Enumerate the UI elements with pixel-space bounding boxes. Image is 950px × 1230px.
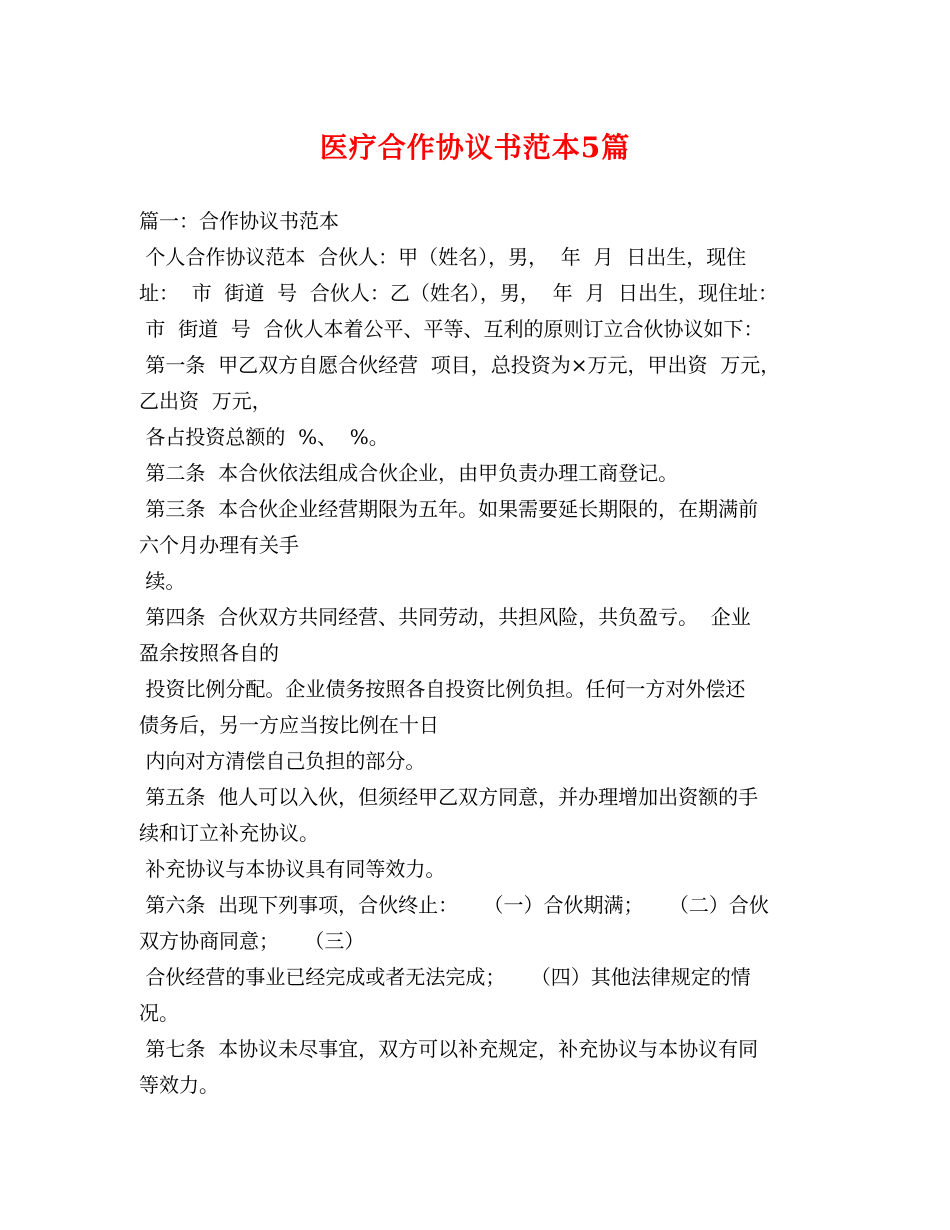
text-line: 补充协议与本协议具有同等效力。 [139,857,446,881]
text-line: 第一条 甲乙双方自愿合伙经营 项目，总投资为×万元，甲出资 万元， [139,353,781,377]
text-line: 第三条 本合伙企业经营期限为五年。如果需要延长期限的，在期满前 [139,497,759,521]
text-line: 各占投资总额的 %、 %。 [139,425,389,449]
text-line: 六个月办理有关手 [139,533,299,557]
text-line: 续。 [139,569,186,593]
text-line: 内向对方清偿自己负担的部分。 [139,749,426,773]
text-line: 乙出资 万元， [139,389,272,413]
text-line: 合伙经营的事业已经完成或者无法完成； （四）其他法律规定的情 [139,965,751,989]
text-line: 第二条 本合伙依法组成合伙企业，由甲负责办理工商登记。 [139,461,679,485]
text-line: 址： 市 街道 号 合伙人：乙（姓名），男， 年 月 日出生，现住址： [139,281,779,305]
text-line: 第六条 出现下列事项，合伙终止： （一）合伙期满； （二）合伙 [139,893,769,917]
document-title: 医疗合作协议书范本5篇 [319,131,631,164]
text-line: 市 街道 号 合伙人本着公平、平等、互利的原则订立合伙协议如下： [139,317,764,341]
text-line: 篇一：合作协议书范本 [139,209,339,233]
text-line: 续和订立补充协议。 [139,821,319,845]
text-line: 盈余按照各自的 [139,641,279,665]
text-line: 双方协商同意； （三） [139,929,365,953]
text-line: 第五条 他人可以入伙，但须经甲乙双方同意，并办理增加出资额的手 [139,785,759,809]
text-line: 投资比例分配。企业债务按照各自投资比例负担。任何一方对外偿还 [139,677,746,701]
document-body [139,203,815,1103]
text-line: 况。 [139,1001,179,1025]
text-line: 个人合作协议范本 合伙人：甲（姓名），男， 年 月 日出生，现住 [139,245,747,269]
text-line: 债务后，另一方应当按比例在十日 [139,713,439,737]
text-line: 第七条 本协议未尽事宜，双方可以补充规定，补充协议与本协议有同 [139,1037,759,1061]
text-line: 第四条 合伙双方共同经营、共同劳动，共担风险，共负盈亏。 企业 [139,605,751,629]
text-line: 等效力。 [139,1073,219,1097]
